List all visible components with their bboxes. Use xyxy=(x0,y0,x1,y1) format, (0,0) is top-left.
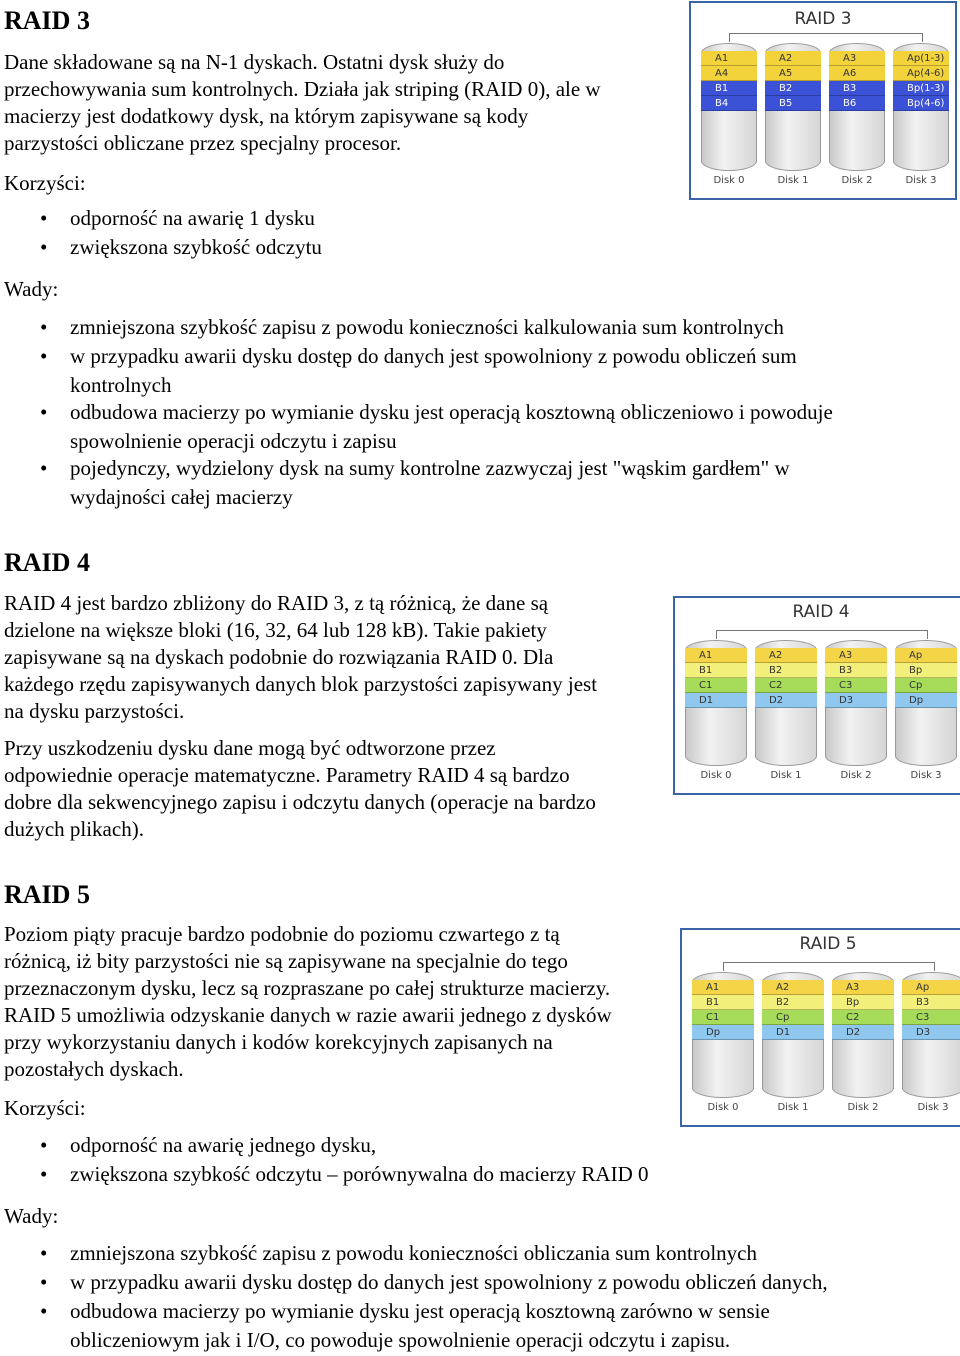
disk-block: Dp xyxy=(692,1025,754,1040)
disk-block: B3 xyxy=(829,81,885,96)
disk-block: B1 xyxy=(692,995,754,1010)
disk-block: B1 xyxy=(685,663,747,678)
disk-block: B2 xyxy=(755,663,817,678)
paragraph-line: przy wykorzystaniu danych i kodów korekcyjnych zapisanych na xyxy=(4,1030,553,1054)
disk-block: B5 xyxy=(765,96,821,111)
list-item-line: zmniejszona szybkość zapisu z powodu konieczności kalkulowania sum kontrolnych xyxy=(70,315,784,339)
raid4-paragraph-2 xyxy=(4,735,596,843)
disk-block: C1 xyxy=(685,678,747,693)
list-item: • odporność na awarię jednego dysku, xyxy=(40,1131,649,1160)
disk xyxy=(701,43,757,171)
disk-label: Disk 1 xyxy=(777,1102,809,1113)
disk-connector xyxy=(723,962,935,971)
raid3-pros-label: Korzyści: xyxy=(4,171,86,195)
diagram-title: RAID 5 xyxy=(799,934,857,954)
paragraph-line: każdego rzędu zapisywanych danych blok parzystości zapisywany jest xyxy=(4,672,598,696)
disk-block: Cp xyxy=(895,678,957,693)
disk-block: A2 xyxy=(765,51,821,66)
disk-label: Disk 3 xyxy=(905,175,937,186)
paragraph-line: na dysku parzystości. xyxy=(4,699,185,723)
raid3-heading: RAID 3 xyxy=(4,6,90,35)
paragraph-line: dzielone na większe bloki (16, 32, 64 lub 128 kB). Takie pakiety xyxy=(4,618,547,642)
disk-block: C2 xyxy=(832,1010,894,1025)
disk-label: Disk 0 xyxy=(700,770,732,781)
disk-connector xyxy=(716,630,928,639)
disk-block: C3 xyxy=(825,678,887,693)
paragraph-line: różnicą, iż bity parzystości nie są zapisywane na specjalnie do tego xyxy=(4,949,568,973)
list-item-line: wydajności całej macierzy xyxy=(70,485,293,509)
raid4-paragraph-1 xyxy=(4,590,597,725)
paragraph-line: przeznaczonym dysku, lecz są rozpraszane po całej strukturze macierzy. xyxy=(4,976,611,1000)
disk-block: D3 xyxy=(902,1025,960,1040)
raid3-intro-line: Dane składowane są na N-1 dyskach. Ostatni dysk służy do xyxy=(4,50,505,74)
list-item-line: odbudowa macierzy po wymianie dysku jest operacją kosztowną zarówno w sensie xyxy=(70,1299,770,1323)
disk-block: A4 xyxy=(701,66,757,81)
raid3-diagram xyxy=(689,1,957,200)
disk xyxy=(755,640,817,766)
disk-block: D3 xyxy=(825,693,887,708)
list-item xyxy=(40,313,833,342)
raid5-pros-list xyxy=(40,1131,649,1189)
list-item xyxy=(40,398,833,456)
disk-block: A3 xyxy=(825,648,887,663)
list-item: • zwiększona szybkość odczytu – porównywalna do macierzy RAID 0 xyxy=(40,1160,649,1189)
list-item: • odporność na awarię 1 dysku xyxy=(40,204,322,233)
disk-block: Bp xyxy=(832,995,894,1010)
disk xyxy=(825,640,887,766)
list-item-line: pojedynczy, wydzielony dysk na sumy kontrolne zazwyczaj jest "wąskim gardłem" w xyxy=(70,456,790,480)
disk-label: Disk 2 xyxy=(840,770,872,781)
list-item-line: spowolnienie operacji odczytu i zapisu xyxy=(70,429,397,453)
disk-block: Bp(4-6) xyxy=(893,96,949,111)
disk-label: Disk 3 xyxy=(910,770,942,781)
list-item: • zwiększona szybkość odczytu xyxy=(40,233,322,262)
list-item-line: w przypadku awarii dysku dostęp do danych jest spowolniony z powodu obliczeń sum xyxy=(70,344,797,368)
list-item xyxy=(40,342,833,400)
disk-label: Disk 2 xyxy=(841,175,873,186)
disk xyxy=(893,43,949,171)
diagram-title: RAID 4 xyxy=(792,602,850,622)
disk-block: B6 xyxy=(829,96,885,111)
raid3-pros-list xyxy=(40,204,322,262)
disk-label: Disk 3 xyxy=(917,1102,949,1113)
disk-block: Ap xyxy=(895,648,957,663)
disk-block: D2 xyxy=(755,693,817,708)
disk-block: B3 xyxy=(825,663,887,678)
disk-block: D1 xyxy=(762,1025,824,1040)
list-item xyxy=(40,454,833,512)
disk xyxy=(762,972,824,1098)
disk-block: B1 xyxy=(701,81,757,96)
list-item xyxy=(40,1239,828,1268)
disk-block: Bp xyxy=(895,663,957,678)
disk-block: B4 xyxy=(701,96,757,111)
raid5-paragraph xyxy=(4,921,612,1083)
disk-block: A3 xyxy=(829,51,885,66)
disk-block: Dp xyxy=(895,693,957,708)
disk-block: A2 xyxy=(762,980,824,995)
raid5-pros-label: Korzyści: xyxy=(4,1096,86,1120)
raid3-intro-line: parzystości obliczane przez specjalny procesor. xyxy=(4,131,402,155)
raid4-heading: RAID 4 xyxy=(4,548,90,577)
disk xyxy=(692,972,754,1098)
paragraph-line: zapisywane są na dyskach podobnie do rozwiązania RAID 0. Dla xyxy=(4,645,554,669)
list-item-line: w przypadku awarii dysku dostęp do danych jest spowolniony z powodu obliczeń danych, xyxy=(70,1270,828,1294)
list-item xyxy=(40,1297,828,1355)
disk-block: A1 xyxy=(685,648,747,663)
disk-block: C2 xyxy=(755,678,817,693)
paragraph-line: RAID 5 umożliwia odzyskanie danych w razie awarii jednego z dysków xyxy=(4,1003,612,1027)
paragraph-line: pozostałych dyskach. xyxy=(4,1057,184,1081)
list-item-line: obliczeniowym jak i I/O, co powoduje spowolnienie operacji odczytu i zapisu. xyxy=(70,1328,731,1352)
disk-label: Disk 1 xyxy=(777,175,809,186)
raid5-heading: RAID 5 xyxy=(4,880,90,909)
disk-block: B3 xyxy=(902,995,960,1010)
diagram-title: RAID 3 xyxy=(794,9,852,29)
paragraph-line: dużych plikach). xyxy=(4,817,144,841)
disk-block: B2 xyxy=(765,81,821,96)
disk-block: D2 xyxy=(832,1025,894,1040)
disk xyxy=(829,43,885,171)
raid3-cons-list xyxy=(40,313,833,512)
disk-connector xyxy=(729,33,923,42)
disk xyxy=(902,972,960,1098)
raid5-cons-list xyxy=(40,1239,828,1355)
raid3-intro xyxy=(4,49,601,157)
disk-label: Disk 0 xyxy=(713,175,745,186)
disk xyxy=(895,640,957,766)
disk-block: C3 xyxy=(902,1010,960,1025)
disk-label: Disk 2 xyxy=(847,1102,879,1113)
disk xyxy=(685,640,747,766)
disk xyxy=(832,972,894,1098)
raid4-diagram xyxy=(673,596,960,795)
disk-block: C1 xyxy=(692,1010,754,1025)
disk-block: A5 xyxy=(765,66,821,81)
paragraph-line: Przy uszkodzeniu dysku dane mogą być odtworzone przez xyxy=(4,736,496,760)
disk-block: Ap(4-6) xyxy=(893,66,949,81)
paragraph-line: odpowiednie operacje matematyczne. Parametry RAID 4 są bardzo xyxy=(4,763,570,787)
raid5-diagram xyxy=(680,928,960,1127)
disk-block: A6 xyxy=(829,66,885,81)
disk-block: A1 xyxy=(692,980,754,995)
raid5-cons-label: Wady: xyxy=(4,1204,59,1228)
list-item-line: zmniejszona szybkość zapisu z powodu konieczności obliczania sum kontrolnych xyxy=(70,1241,757,1265)
list-item-line: kontrolnych xyxy=(70,373,172,397)
raid3-cons-label: Wady: xyxy=(4,277,59,301)
paragraph-line: Poziom piąty pracuje bardzo podobnie do poziomu czwartego z tą xyxy=(4,922,560,946)
disk-block: B2 xyxy=(762,995,824,1010)
disk-block: Ap xyxy=(902,980,960,995)
disk-block: A1 xyxy=(701,51,757,66)
disk-block: Ap(1-3) xyxy=(893,51,949,66)
disk-block: A3 xyxy=(832,980,894,995)
disk-block: A2 xyxy=(755,648,817,663)
paragraph-line: dobre dla sekwencyjnego zapisu i odczytu danych (operacje na bardzo xyxy=(4,790,596,814)
disk-block: D1 xyxy=(685,693,747,708)
disk-label: Disk 0 xyxy=(707,1102,739,1113)
disk xyxy=(765,43,821,171)
disk-block: Bp(1-3) xyxy=(893,81,949,96)
disk-block: Cp xyxy=(762,1010,824,1025)
list-item-line: odbudowa macierzy po wymianie dysku jest operacją kosztowną obliczeniowo i powoduje xyxy=(70,400,833,424)
list-item xyxy=(40,1268,828,1297)
raid3-intro-line: macierzy jest dodatkowy dysk, na którym zapisywane są kody xyxy=(4,104,529,128)
paragraph-line: RAID 4 jest bardzo zbliżony do RAID 3, z tą różnicą, że dane są xyxy=(4,591,549,615)
raid3-intro-line: przechowywania sum kontrolnych. Działa jak striping (RAID 0), ale w xyxy=(4,77,601,101)
disk-label: Disk 1 xyxy=(770,770,802,781)
